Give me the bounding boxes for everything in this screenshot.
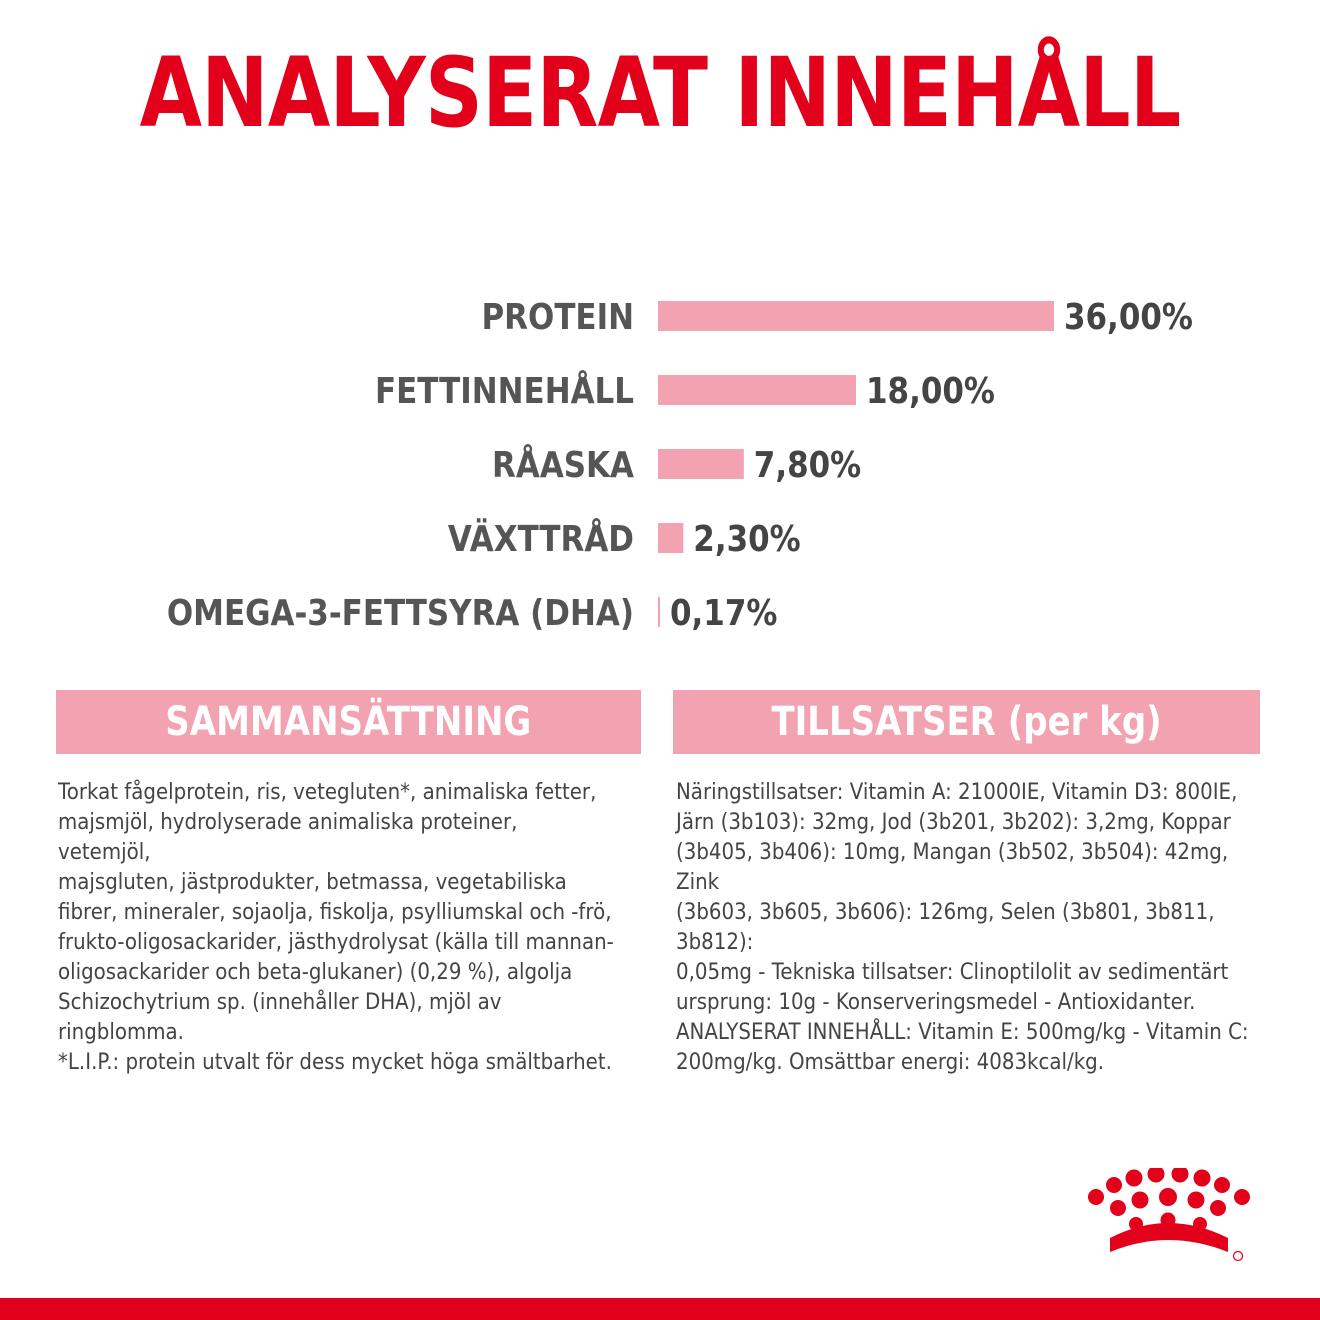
composition-heading-label: SAMMANSÄTTNING [165,699,532,745]
composition-heading [56,690,641,754]
category-label: OMEGA-3-FETTSYRA (DHA) [166,591,635,634]
category-label: FETTINNEHÅLL [375,369,634,412]
value-label: 0,17% [670,591,778,634]
bar [658,301,1054,331]
category-label: PROTEIN [481,295,634,338]
additives-heading [673,690,1260,754]
value-label: 2,30% [693,517,801,560]
page-title: ANALYSERAT INNEHÅLL [139,37,1181,149]
additives-heading-label: TILLSATSER (per kg) [771,699,1162,745]
bar [658,523,683,553]
value-label: 7,80% [753,443,862,486]
bottom-accent-bar [0,1298,1320,1320]
category-label: RÅASKA [492,443,634,486]
category-label: VÄXTTRÅD [447,517,634,560]
bar [658,597,660,627]
bar [658,375,856,405]
bar [658,449,744,479]
additives-text: Näringstillsatser: Vitamin A: 21000IE, Vitamin D3: 800IE, Järn (3b103): 32mg, Jod (3b201, 3b202): 3,2mg, Koppar (3b405, 3b406): 10mg, Mangan (3b502, 3b504): 42mg, Zink (3b603, 3b605, 3b606): 126mg, Selen (3b801, 3b811, 3b812): 0,05mg - Tekniska tillsatser: Clinoptilolit av sedimentärt ursprung: 10g - Konserveringsmedel - Antioxidanter. ANALYSERAT INNEHÅLL: Vitamin E: 500mg/kg - Vitamin C: 200mg/kg. Omsättbar energi: 4083kcal/kg. [676,780,1249,1075]
value-label: 36,00% [1064,295,1193,338]
value-label: 18,00% [865,369,995,412]
royal-canin-crown-icon [1082,1168,1258,1268]
nutrient-bar-chart [0,270,1320,650]
composition-text: Torkat fågelprotein, ris, vetegluten*, animaliska fetter, majsmjöl, hydrolyserade animaliska proteiner, vetemjöl, majsgluten, jästprodukter, betmassa, vegetabiliska fibrer, mineraler, sojaolja, fiskolja, psylliumskal och -frö, frukto-oligosackarider, jästhydrolysat (källa till mannan- oligosackarider och beta-glukaner) (0,29 %), algolja Schizochytrium sp. (innehåller DHA), mjöl av ringblomma. *L.I.P.: protein utvalt för dess mycket höga smältbarhet. [58,780,614,1075]
